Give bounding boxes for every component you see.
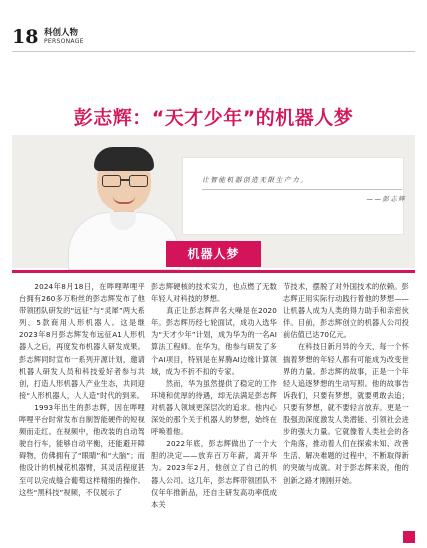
article-column-3 <box>283 281 409 487</box>
header-divider <box>12 51 415 52</box>
quote-divider <box>202 189 402 190</box>
section-banner: 机器人梦 <box>166 241 261 267</box>
paragraph: 在科技日新月异的今天，每一个怀揣着梦想的年轻人都有可能成为改变世界的力量。彭志辉的故事，正是一个年轻人追逐梦想的生动写照。他的故事告诉我们，只要有梦想，就要勇敢去追；只要有梦想，就不要轻言放弃。更是一股强劲深度激发人类潜能、引领社会进步的强大力量。它就像着人类社会的各个角落，推动着人们在探索未知、改善生活、解决难题的过程中，不断取得新的突破与成就。对于彭志辉来说，他的创新之路才刚刚开始。 <box>283 342 409 485</box>
article-column-2 <box>151 281 277 511</box>
quote-text: 让智能机器创造无限生产力。 <box>202 176 309 184</box>
accent-divider <box>12 270 415 273</box>
paragraph: 1993年出生的彭志辉，因在哔哩哔哩平台时常发布自制智能硬件的短视频而走红。在视频中，他改装的自动驾驶自行车，能够自动平衡，还能避开障碍物，仿佛拥有了“眼睛”和“大脑”；而他设计的机械花机器臂，其灵活程度甚至可以完成缝合葡萄这样精细的操作。这些“黑科技”视频，不仅展示了 <box>19 402 145 497</box>
paragraph: 彭志辉硬核的技术实力，也点燃了无数年轻人对科技的梦想。 <box>151 282 277 304</box>
paragraph: 2022年底，彭志辉做出了一个大胆的决定——放弃百万年薪，离开华为。2023年2月，他创立了自己的机器人公司。这几年，彭志辉带领团队不仅年年推新品，还自主研发高功率低成本关 <box>151 439 277 509</box>
paragraph: 2024年8月18日，在哔哩哔哩平台拥有260多万粉丝的彭志辉发布了他带领团队研发的“远征”与“灵犀”两大系列、5款商用人形机器人。这是继2023年8月彭志辉发布远征A1人形机器人之后，再度发布机器人研发成果。彭志辉同时宣布一系列开源计划，邀请机器人研发人员和科技爱好者参与共创，打造人形机器人产业生态，共同迎接“人形机器人，人人造”时代的到来。 <box>19 282 145 400</box>
end-mark-icon <box>403 531 415 543</box>
paragraph: 真正让彭志辉声名大噪是在2020年。彭志辉历经七轮面试，成功入选华为“天才少年”计划，成为华为的一名AI算法工程师。在华为，他参与研发了多个AI项目，特别是在昇腾AI边缘计算领域，成为不折不扣的专家。 <box>151 306 277 376</box>
article-title: 彭志辉：“天才少年”的机器人梦 <box>73 107 354 129</box>
article-column-1 <box>19 281 145 499</box>
paragraph: 节技术，摆脱了对外国技术的依赖。彭志辉正用实际行动践行着他的梦想——让机器人成为人类的得力助手和亲密伙伴。目前，彭志辉创立的机器人公司投前估值已达70亿元。 <box>283 282 409 340</box>
section-title-en: PERSONAGE <box>44 38 84 45</box>
quote-author: ——彭志辉 <box>366 195 406 203</box>
page-number: 18 <box>12 26 39 48</box>
paragraph: 然而，华为虽然提供了稳定的工作环境和优厚的待遇，却无法满足彭志辉对机器人领域更深层次的追求。他内心深处的那个关于机器人的梦想，始终在呼唤着他。 <box>151 378 277 437</box>
section-title-cn: 科创人物 <box>44 28 79 38</box>
